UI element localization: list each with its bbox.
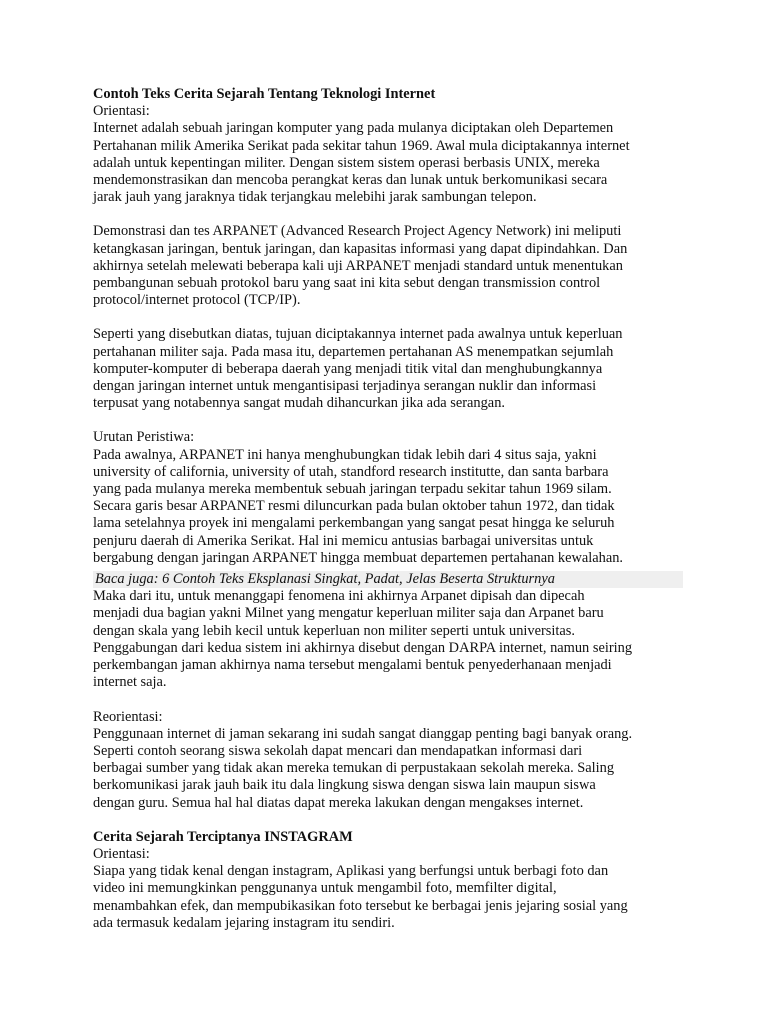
text-line: pembangunan sebuah protokol baru yang saat ini kita sebut dengan transmission control (93, 275, 601, 292)
paragraph-purpose (93, 326, 693, 412)
text-line: Penggunaan internet di jaman sekarang ini sudah sangat dianggap penting bagi banyak orang. (93, 725, 633, 742)
text-line: Seperti yang disebutkan diatas, tujuan diciptakannya internet pada awalnya untuk keperluan (93, 326, 623, 343)
paragraph-gap (93, 412, 693, 429)
paragraph-split (93, 588, 693, 691)
text-line: ketangkasan jaringan, bentuk jaringan, dan kapasitas informasi yang dapat dipindahkan. Dan (93, 240, 628, 257)
paragraph-gap (93, 692, 693, 709)
document-content (93, 86, 693, 932)
text-line: mendemonstrasikan dan mencoba perangkat keras dan lunak untuk berkomunikasi secara (93, 172, 608, 189)
text-line: Demonstrasi dan tes ARPANET (Advanced Research Project Agency Network) ini meliputi (93, 223, 622, 240)
paragraph-instagram (93, 863, 693, 932)
article-title-instagram: Cerita Sejarah Terciptanya INSTAGRAM (93, 828, 353, 845)
text-line: Internet adalah sebuah jaringan komputer yang pada mulanya diciptakan oleh Departemen (93, 120, 614, 137)
text-line: dengan jaringan internet untuk mengantisipasi terjadinya serangan nuklir dan informasi (93, 378, 597, 395)
text-line: Seperti contoh seorang siswa sekolah dapat mencari dan mendapatkan informasi dari (93, 742, 583, 759)
paragraph-gap (93, 309, 693, 326)
section-label-orientasi-2: Orientasi: (93, 845, 150, 862)
text-line: protocol/internet protocol (TCP/IP). (93, 292, 301, 309)
paragraph-intro (93, 120, 693, 206)
section-label-reorientasi: Reorientasi: (93, 708, 163, 725)
text-line: akhirnya setelah melewati beberapa kali uji ARPANET menjadi standard untuk menentukan (93, 257, 623, 274)
text-line: Siapa yang tidak kenal dengan instagram, Aplikasi yang berfungsi untuk berbagi foto dan (93, 863, 609, 880)
text-line: pertahanan militer saja. Pada masa itu, departemen pertahanan AS menempatkan sejumlah (93, 343, 614, 360)
text-line: bergabung dengan jaringan ARPANET hingga membuat departemen pertahanan kewalahan. (93, 549, 624, 566)
text-line: Secara garis besar ARPANET resmi diluncurkan pada bulan oktober tahun 1972, dan tidak (93, 498, 615, 515)
text-line: adalah untuk kepentingan militer. Dengan sistem sistem operasi berbasis UNIX, mereka (93, 154, 600, 171)
baca-juga-link[interactable]: Baca juga: 6 Contoh Teks Eksplanasi Singkat, Padat, Jelas Beserta Strukturnya (93, 571, 683, 588)
article-title: Contoh Teks Cerita Sejarah Tentang Teknologi Internet (93, 86, 436, 102)
text-line: Pada awalnya, ARPANET ini hanya menghubungkan tidak lebih dari 4 situs saja, yakni (93, 446, 597, 463)
text-line: penjuru daerah di Amerika Serikat. Hal ini memicu antusias barbagai universitas untuk (93, 532, 594, 549)
text-line: Penggabungan dari kedua sistem ini akhirnya disebut dengan DARPA internet, namun seiring (93, 639, 633, 656)
text-line: komputer-komputer di beberapa daerah yang menjadi titik vital dan menghubungkannya (93, 360, 603, 377)
text-line: perkembangan jaman akhirnya nama tersebut mengalami bentuk penyederhanaan menjadi (93, 657, 612, 674)
paragraph-gap (93, 812, 693, 829)
text-line: Maka dari itu, untuk menanggapi fenomena ini akhirnya Arpanet dipisah dan dipecah (93, 588, 585, 605)
text-line: terpusat yang notabennya sangat mudah dihancurkan jika ada serangan. (93, 395, 505, 412)
text-line: menjadi dua bagian yakni Milnet yang mengatur keperluan militer saja dan Arpanet baru (93, 605, 604, 622)
text-line: dengan guru. Semua hal hal diatas dapat mereka lakukan dengan mengakses internet. (93, 794, 584, 811)
section-label-orientasi: Orientasi: (93, 103, 150, 120)
text-line: berbagai sumber yang tidak akan mereka temukan di perpustakaan sekolah mereka. Saling (93, 760, 615, 777)
section-label-urutan: Urutan Peristiwa: (93, 429, 195, 446)
text-line: video ini memungkinkan penggunanya untuk mengambil foto, memfilter digital, (93, 880, 557, 897)
text-line: dengan skala yang lebih kecil untuk keperluan non militer seperti untuk universitas. (93, 622, 575, 639)
text-line: jarak jauh yang jaraknya tidak terjangkau melebihi jarak sambungan telepon. (93, 189, 537, 206)
text-line: internet saja. (93, 674, 167, 691)
text-line: Pertahanan milik Amerika Serikat pada sekitar tahun 1969. Awal mula diciptakannya internet (93, 137, 630, 154)
text-line: berkomunikasi jarak jauh baik itu dala lingkung siswa dengan siswa lain maupun siswa (93, 777, 596, 794)
paragraph-reorientation (93, 726, 693, 812)
paragraph-gap (93, 206, 693, 223)
text-line: menambahkan efek, dan mempubikasikan foto tersebut ke berbagai jenis jejaring sosial yang (93, 897, 628, 914)
paragraph-events (93, 447, 693, 567)
text-line: yang pada mulanya mereka membentuk sebuah jaringan terpadu sekitar tahun 1969 silam. (93, 481, 612, 498)
text-line: lama setelahnya proyek ini mengalami perkembangan yang sangat pesat hingga ke seluruh (93, 515, 615, 532)
paragraph-arpanet-demo (93, 223, 693, 309)
text-line: ada termasuk kedalam jejaring instagram itu sendiri. (93, 914, 395, 931)
text-line: university of california, university of utah, standford research institutte, dan santa barbara (93, 463, 609, 480)
